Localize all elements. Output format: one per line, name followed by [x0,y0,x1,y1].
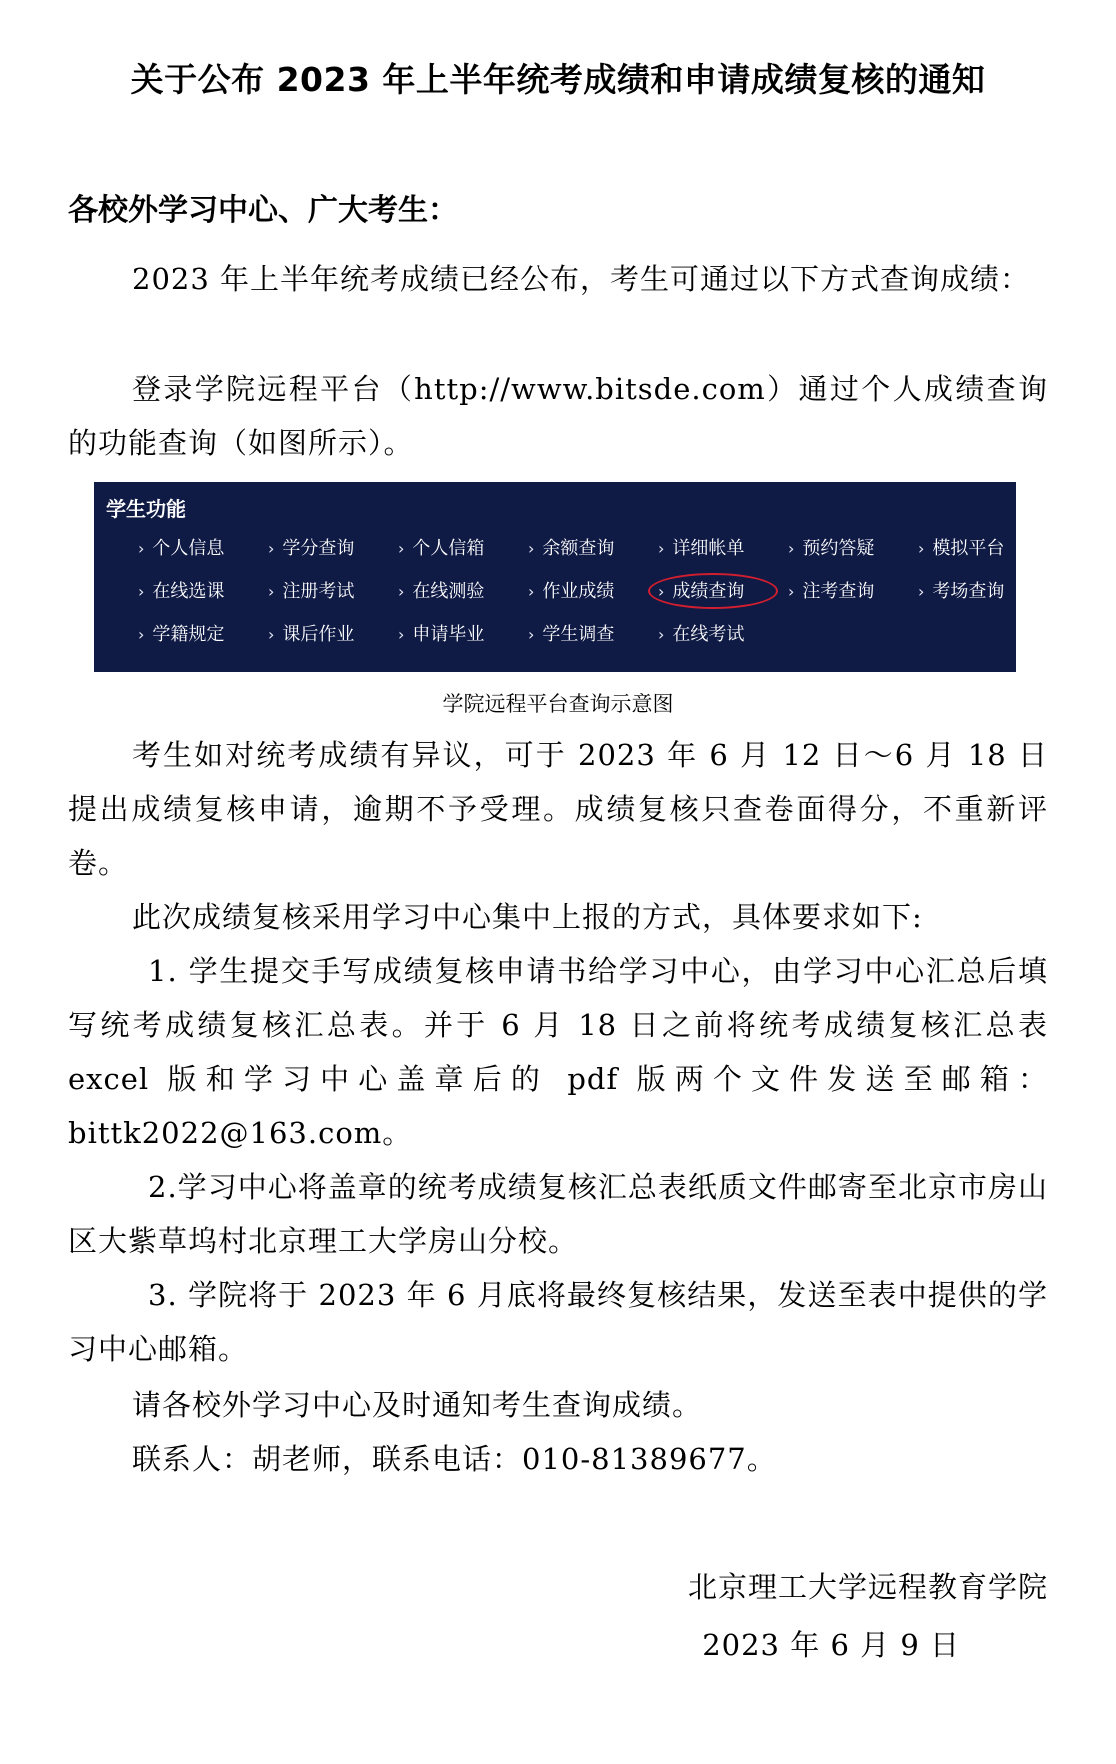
student-functions-heading: 学生功能 [106,497,186,521]
menu-item-label: 学籍规定 [152,624,225,645]
chevron-right-icon: › [528,582,535,601]
chevron-right-icon: › [138,539,145,558]
menu-item[interactable] [138,618,268,652]
menu-item-label: 申请毕业 [412,624,485,645]
chevron-right-icon: › [138,625,145,644]
paragraph-review-period: 考生如对统考成绩有异议，可于 2023 年 6 月 12 日～6 月 18 日提出成绩复核申请，逾期不予受理。成绩复核只查卷面得分，不重新评卷。 [68,738,1048,880]
menu-item[interactable] [918,575,1048,609]
student-functions-figure [94,482,1016,672]
menu-item-label: 学分查询 [282,538,355,559]
menu-item-label: 个人信箱 [412,538,485,559]
menu-item[interactable] [398,532,528,566]
chevron-right-icon: › [918,582,925,601]
menu-item[interactable] [528,532,658,566]
chevron-right-icon: › [138,582,145,601]
menu-item[interactable] [138,532,268,566]
menu-item-label: 个人信息 [152,538,225,559]
menu-item[interactable] [268,575,398,609]
menu-item[interactable] [268,532,398,566]
chevron-right-icon: › [658,582,665,601]
menu-item-label: 在线选课 [152,581,225,602]
menu-item[interactable] [138,575,268,609]
menu-item[interactable] [658,532,788,566]
menu-item-label: 预约答疑 [802,538,875,559]
menu-item[interactable] [788,532,918,566]
student-functions-menu [138,532,1004,652]
menu-item[interactable] [268,618,398,652]
menu-item-label: 考场查询 [932,581,1005,602]
paragraph-notify-students: 请各校外学习中心及时通知考生查询成绩。 [132,1388,703,1422]
greeting: 各校外学习中心、广大考生： [68,193,458,228]
chevron-right-icon: › [528,625,535,644]
signature-date: 2023 年 6 月 9 日 [702,1628,960,1662]
chevron-right-icon: › [788,582,795,601]
menu-item-label: 注考查询 [802,581,875,602]
menu-item[interactable] [398,618,528,652]
menu-item-label: 在线测验 [412,581,485,602]
figure-caption: 学院远程平台查询示意图 [442,692,674,716]
notice-title: 关于公布 2023 年上半年统考成绩和申请成绩复核的通知 [130,60,986,99]
menu-item[interactable] [528,618,658,652]
chevron-right-icon: › [268,582,275,601]
menu-item-label: 注册考试 [282,581,355,602]
menu-item[interactable] [788,575,918,609]
paragraph-review-method: 此次成绩复核采用学习中心集中上报的方式，具体要求如下: [132,900,923,934]
paragraph-score-published: 2023 年上半年统考成绩已经公布，考生可通过以下方式查询成绩： [132,262,1031,296]
chevron-right-icon: › [788,539,795,558]
paragraph-requirement-2: 2.学习中心将盖章的统考成绩复核汇总表纸质文件邮寄至北京市房山区大紫草坞村北京理工大学房山分校。 [68,1170,1048,1258]
menu-item[interactable] [658,618,788,652]
menu-item[interactable] [398,575,528,609]
menu-item-label: 在线考试 [672,624,745,645]
paragraph-requirement-3: 3. 学院将于 2023 年 6 月底将最终复核结果，发送至表中提供的学习中心邮箱。 [68,1278,1048,1366]
menu-item-label: 课后作业 [282,624,355,645]
menu-item-label: 学生调查 [542,624,615,645]
menu-item-label: 成绩查询 [672,581,745,602]
signature-organization: 北京理工大学远程教育学院 [687,1570,1048,1604]
chevron-right-icon: › [658,625,665,644]
chevron-right-icon: › [398,582,405,601]
paragraph-platform-login: 登录学院远程平台（http://www.bitsde.com）通过个人成绩查询的功能查询（如图所示）。 [68,372,1048,460]
chevron-right-icon: › [918,539,925,558]
menu-item[interactable] [658,575,788,609]
chevron-right-icon: › [528,539,535,558]
chevron-right-icon: › [268,539,275,558]
paragraph-contact: 联系人：胡老师，联系电话：010-81389677。 [132,1442,777,1476]
menu-item-label: 余额查询 [542,538,615,559]
menu-item[interactable] [918,532,1048,566]
menu-item-label: 模拟平台 [932,538,1005,559]
menu-item[interactable] [528,575,658,609]
chevron-right-icon: › [268,625,275,644]
chevron-right-icon: › [398,539,405,558]
menu-item-label: 作业成绩 [542,581,615,602]
chevron-right-icon: › [398,625,405,644]
menu-item-label: 详细帐单 [672,538,745,559]
chevron-right-icon: › [658,539,665,558]
paragraph-requirement-1: 1. 学生提交手写成绩复核申请书给学习中心，由学习中心汇总后填写统考成绩复核汇总表。并于 6 月 18 日之前将统考成绩复核汇总表 excel 版和学习中心盖章后的 pdf 版两个文件发送至邮箱：bittk2022@163.com。 [68,954,1048,1150]
